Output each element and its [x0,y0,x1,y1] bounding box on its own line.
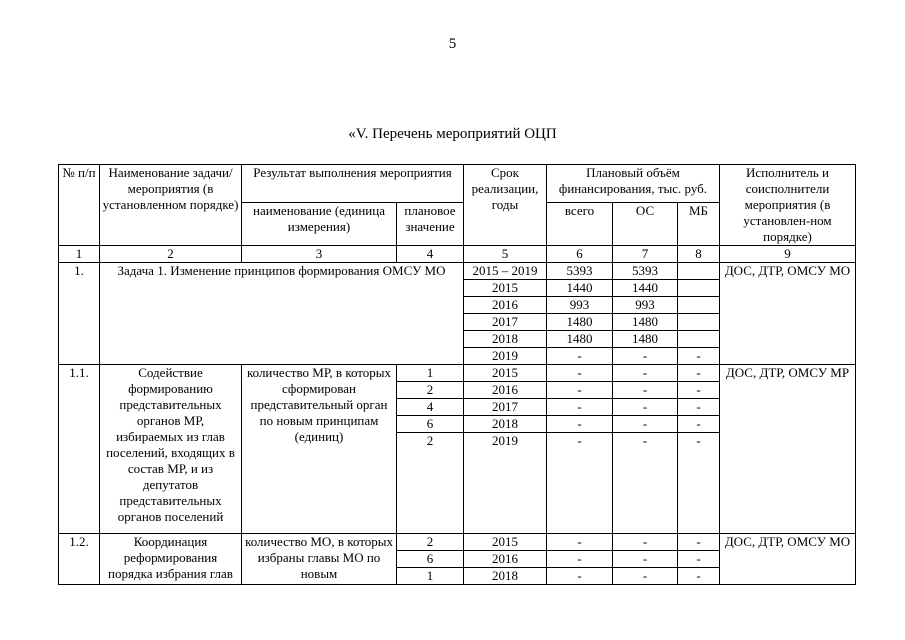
mb-cell [678,297,720,314]
mb-cell: - [678,348,720,365]
header-row-1 [59,165,856,203]
column-number: 2 [100,246,242,263]
total-cell: 993 [547,297,613,314]
mb-cell: - [678,568,720,585]
os-cell: - [613,348,678,365]
column-number: 8 [678,246,720,263]
row-number: 1. [59,263,100,365]
mb-cell: - [678,382,720,399]
os-cell: - [613,365,678,382]
os-cell: 1480 [613,314,678,331]
column-number: 4 [397,246,464,263]
result-value: 1 [397,568,464,585]
measure-name: Содействие формированию представительных органов МР, избираемых из глав поселений, входящих в состав МР, и из депутатов представительных органов поселений [100,365,242,534]
os-cell: 993 [613,297,678,314]
executor-cell: ДОС, ДТР, ОМСУ МО [720,534,856,585]
total-cell: - [547,348,613,365]
total-cell: 1480 [547,314,613,331]
period-cell: 2017 [464,399,547,416]
total-cell: - [547,534,613,551]
period-cell: 2018 [464,331,547,348]
result-name: количество МР, в которых сформирован представительный орган по новым принципам (единиц) [242,365,397,534]
mb-cell [678,263,720,280]
total-cell: - [547,416,613,433]
total-cell: - [547,433,613,534]
os-cell: 5393 [613,263,678,280]
result-value: 4 [397,399,464,416]
header-num: № п/п [59,165,100,246]
column-number: 1 [59,246,100,263]
header-executor: Исполнитель и соисполнители мероприятия (в установлен-ном порядке) [720,165,856,246]
mb-cell: - [678,399,720,416]
header-name: Наименование задачи/мероприятия (в установленном порядке) [100,165,242,246]
period-cell: 2015 [464,365,547,382]
column-number: 5 [464,246,547,263]
header-result-value: плановое значение [397,203,464,246]
header-period: Срок реализации, годы [464,165,547,246]
mb-cell [678,331,720,348]
period-cell: 2016 [464,297,547,314]
period-cell: 2017 [464,314,547,331]
header-fin-os: ОС [613,203,678,246]
page-number: 5 [448,36,457,52]
result-name: количество МО, в которых избраны главы МО по новым [242,534,397,585]
executor-cell: ДОС, ДТР, ОМСУ МО [720,263,856,365]
total-cell: - [547,551,613,568]
total-cell: - [547,568,613,585]
mb-cell: - [678,534,720,551]
result-value: 2 [397,534,464,551]
header-result: Результат выполнения мероприятия [242,165,464,203]
mb-cell [678,280,720,297]
total-cell: - [547,382,613,399]
column-numbers-row [59,246,856,263]
period-cell: 2018 [464,416,547,433]
measures-table [58,164,856,585]
period-cell: 2015 [464,280,547,297]
header-result-name: наименование (единица измерения) [242,203,397,246]
period-cell: 2019 [464,433,547,534]
period-cell: 2016 [464,382,547,399]
mb-cell: - [678,416,720,433]
period-cell: 2015 [464,534,547,551]
os-cell: - [613,534,678,551]
column-number: 3 [242,246,397,263]
os-cell: 1480 [613,331,678,348]
os-cell: - [613,399,678,416]
header-fin-mb: МБ [678,203,720,246]
period-cell: 2015 – 2019 [464,263,547,280]
mb-cell: - [678,433,720,534]
result-value: 6 [397,416,464,433]
result-value: 2 [397,433,464,534]
document-title: «V. Перечень мероприятий ОЦП [348,126,557,142]
period-cell: 2018 [464,568,547,585]
column-number: 6 [547,246,613,263]
header-financing: Плановый объём финансирования, тыс. руб. [547,165,720,203]
mb-cell [678,314,720,331]
total-cell: 5393 [547,263,613,280]
mb-cell: - [678,365,720,382]
column-number: 7 [613,246,678,263]
result-value: 2 [397,382,464,399]
executor-cell: ДОС, ДТР, ОМСУ МР [720,365,856,534]
period-cell: 2019 [464,348,547,365]
total-cell: 1480 [547,331,613,348]
task-name: Задача 1. Изменение принципов формирования ОМСУ МО [100,263,464,365]
table-row [59,365,856,382]
total-cell: - [547,365,613,382]
row-number: 1.2. [59,534,100,585]
result-value: 6 [397,551,464,568]
column-number: 9 [720,246,856,263]
period-cell: 2016 [464,551,547,568]
os-cell: - [613,416,678,433]
mb-cell: - [678,551,720,568]
measure-name: Координация реформирования порядка избрания глав [100,534,242,585]
os-cell: - [613,568,678,585]
os-cell: 1440 [613,280,678,297]
total-cell: - [547,399,613,416]
os-cell: - [613,433,678,534]
table-row [59,534,856,551]
os-cell: - [613,551,678,568]
header-fin-total: всего [547,203,613,246]
result-value: 1 [397,365,464,382]
os-cell: - [613,382,678,399]
total-cell: 1440 [547,280,613,297]
row-number: 1.1. [59,365,100,534]
table-row [59,263,856,280]
